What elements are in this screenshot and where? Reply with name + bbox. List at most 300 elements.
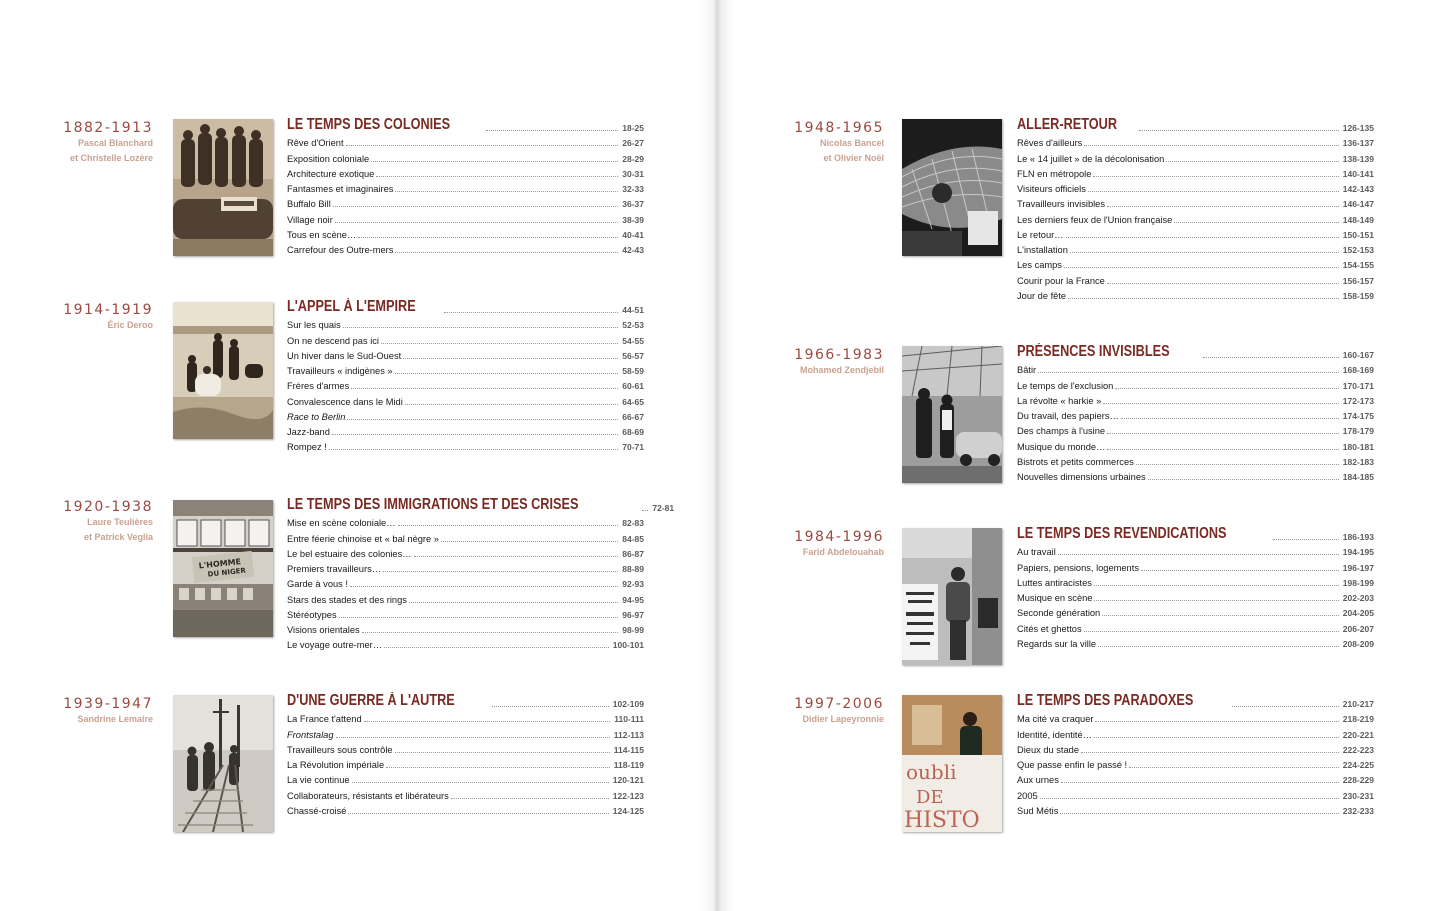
entry-pages: 224-225 — [1342, 760, 1374, 770]
oubli-de-l-histoire-photo — [902, 695, 1002, 832]
chapter-pages: 18-25 — [622, 123, 644, 133]
toc-entry[interactable] — [287, 514, 644, 529]
entry-label: Travailleurs sous contrôle — [287, 744, 393, 755]
toc-entry[interactable] — [1017, 407, 1374, 422]
entry-pages: 112-113 — [613, 729, 644, 740]
entry-pages: 68-69 — [622, 427, 644, 437]
leader-dots — [1095, 721, 1338, 722]
period-years: 1997-2006 — [794, 696, 884, 712]
toc-entry[interactable] — [287, 347, 644, 362]
toc-entry[interactable] — [1017, 710, 1374, 725]
leader-dots — [346, 145, 619, 146]
entry-pages: 40-41 — [622, 229, 644, 240]
entry-pages: 88-89 — [622, 564, 644, 574]
period-authors — [23, 136, 153, 166]
chapter-heading[interactable] — [1017, 525, 1374, 543]
leader-dots — [371, 161, 618, 162]
entry-label: Visions orientales — [287, 625, 360, 635]
leader-dots — [1273, 539, 1339, 540]
leader-dots — [333, 206, 618, 207]
toc-entry[interactable] — [287, 195, 644, 210]
entry-pages: 152-153 — [1342, 245, 1374, 255]
toc-entry[interactable] — [287, 316, 644, 331]
leader-dots — [1148, 479, 1339, 480]
entry-label: Travailleurs invisibles — [1017, 199, 1106, 210]
entry-label: Courir pour la France — [1017, 275, 1105, 286]
leader-dots — [395, 252, 618, 253]
entry-label: La révolte « harkie » — [1017, 395, 1102, 406]
chapter-toc — [287, 116, 644, 256]
entry-label: Le retour… — [1017, 229, 1064, 240]
toc-entry[interactable] — [287, 165, 644, 180]
chapter-heading[interactable] — [1017, 116, 1374, 134]
toc-entry[interactable] — [287, 771, 644, 786]
entry-label: Visiteurs officiels — [1017, 184, 1086, 194]
leader-dots — [1038, 372, 1339, 373]
entry-pages: 66-67 — [622, 411, 644, 422]
tram-photo — [173, 500, 273, 637]
leader-dots — [1141, 570, 1339, 571]
tram-sign-text: L'HOMME — [198, 557, 242, 571]
leader-dots — [1070, 252, 1339, 253]
entry-label: Le « 14 juillet » de la décolonisation — [1017, 153, 1165, 164]
toc-entry[interactable] — [1017, 468, 1374, 483]
toc-entry[interactable] — [287, 529, 644, 544]
toc-entry[interactable] — [287, 710, 644, 725]
entry-pages: 154-155 — [1342, 260, 1374, 271]
author-name: Nicolas Bancel — [819, 138, 884, 148]
riverbank-soldiers-photo — [173, 302, 273, 439]
entry-label: Regards sur la ville — [1017, 638, 1097, 649]
entry-pages: 94-95 — [622, 594, 644, 605]
toc-entry[interactable] — [287, 802, 644, 817]
toc-entry[interactable] — [1017, 422, 1374, 437]
leader-dots — [1121, 418, 1339, 419]
leader-dots — [409, 602, 618, 603]
entry-label: Sur les quais — [287, 320, 341, 331]
entry-pages: 232-233 — [1342, 805, 1374, 816]
period-authors — [23, 318, 153, 333]
toc-entry[interactable] — [1017, 165, 1374, 180]
leader-dots — [376, 176, 618, 177]
chapter-title: D'UNE GUERRE À L'AUTRE — [287, 692, 455, 709]
entry-pages: 86-87 — [622, 548, 644, 559]
toc-entry[interactable] — [1017, 134, 1374, 149]
entry-pages: 146-147 — [1342, 199, 1374, 210]
toc-entry[interactable] — [287, 438, 644, 453]
toc-entry[interactable] — [1017, 271, 1374, 286]
leader-dots — [348, 813, 608, 814]
entry-label: Nouvelles dimensions urbaines — [1017, 472, 1146, 482]
leader-dots — [1203, 357, 1339, 358]
entry-pages: 122-123 — [612, 790, 644, 801]
chapter-pages: 126-135 — [1342, 123, 1374, 133]
book-gutter — [700, 0, 734, 911]
entry-pages: 220-221 — [1342, 729, 1374, 740]
entry-pages: 38-39 — [622, 214, 644, 225]
entry-label: Rêve d'Orient — [287, 138, 344, 149]
entry-label: Des champs à l'usine — [1017, 426, 1106, 437]
leader-dots — [398, 525, 619, 526]
leader-dots — [1081, 752, 1339, 753]
chapter-pages: 186-193 — [1342, 532, 1374, 542]
leader-dots — [381, 343, 618, 344]
period-years: 1882-1913 — [63, 120, 153, 136]
men-by-car-photo — [902, 346, 1002, 483]
toc-entry[interactable] — [1017, 558, 1374, 573]
toc-entry[interactable] — [287, 331, 644, 346]
leader-dots — [486, 130, 618, 131]
chapter-heading[interactable] — [287, 692, 644, 710]
entry-label: Stéréotypes — [287, 609, 337, 620]
leader-dots — [384, 647, 609, 648]
toc-entry[interactable] — [1017, 195, 1374, 210]
leader-dots — [332, 434, 618, 435]
entry-pages: 56-57 — [622, 350, 644, 361]
entry-pages: 222-223 — [1342, 744, 1374, 755]
leader-dots — [1103, 403, 1339, 404]
leader-dots — [1058, 554, 1339, 555]
toc-entry[interactable] — [1017, 635, 1374, 650]
entry-pages: 36-37 — [622, 199, 644, 210]
toc-entry[interactable] — [287, 786, 644, 801]
toc-entry[interactable] — [287, 560, 644, 575]
chapter-toc — [1017, 116, 1374, 302]
entry-pages: 30-31 — [622, 168, 644, 179]
leader-dots — [1107, 206, 1339, 207]
entry-label: Buffalo Bill — [287, 199, 331, 210]
author-name: Éric Deroo — [107, 320, 153, 330]
leader-dots — [1088, 191, 1339, 192]
entry-pages: 168-169 — [1342, 365, 1374, 376]
leader-dots — [403, 358, 618, 359]
leader-dots — [336, 737, 610, 738]
chapter-heading[interactable] — [1017, 692, 1374, 710]
chapter-title: ALLER-RETOUR — [1017, 116, 1118, 133]
entry-pages: 42-43 — [622, 245, 644, 255]
entry-label: Frères d'armes — [287, 381, 350, 392]
entry-pages: 114-115 — [613, 744, 644, 755]
leader-dots — [1061, 782, 1339, 783]
entry-pages: 26-27 — [622, 138, 644, 149]
toc-entry[interactable] — [287, 423, 644, 438]
child-poster-photo — [902, 528, 1002, 665]
author-name: Didier Lapeyronnie — [802, 714, 884, 724]
toc-entry[interactable] — [1017, 543, 1374, 558]
chapter-heading[interactable] — [287, 116, 644, 134]
toc-entry[interactable] — [1017, 604, 1374, 619]
toc-entry[interactable] — [1017, 574, 1374, 589]
entry-label: Identité, identité… — [1017, 729, 1092, 740]
toc-entry[interactable] — [287, 545, 644, 560]
period-years: 1948-1965 — [794, 120, 884, 136]
toc-entry[interactable] — [1017, 210, 1374, 225]
chapter-toc — [1017, 525, 1374, 650]
chapter-title: LE TEMPS DES IMMIGRATIONS ET DES CRISES — [287, 496, 579, 513]
entry-pages: 60-61 — [622, 381, 644, 392]
entry-pages: 32-33 — [622, 184, 644, 194]
toc-entry[interactable] — [1017, 361, 1374, 376]
entry-label: L'installation — [1017, 245, 1068, 255]
entry-pages: 110-111 — [614, 714, 644, 725]
toc-entry[interactable] — [1017, 786, 1374, 801]
entry-label: Bâtir — [1017, 365, 1037, 376]
toc-entry[interactable] — [287, 210, 644, 225]
toc-entry[interactable] — [1017, 376, 1374, 391]
entry-pages: 70-71 — [622, 442, 644, 453]
entry-pages: 158-159 — [1342, 290, 1374, 301]
toc-entry[interactable] — [287, 621, 644, 636]
author-name: et Christelle Lozère — [69, 153, 153, 163]
chapter-title: PRÉSENCES INVISIBLES — [1017, 343, 1170, 360]
entry-pages: 184-185 — [1342, 472, 1374, 482]
toc-entry[interactable] — [287, 725, 644, 740]
entry-pages: 96-97 — [622, 609, 644, 620]
entry-label: Aux urnes — [1017, 775, 1059, 786]
toc-entry[interactable] — [1017, 226, 1374, 241]
toc-entry[interactable] — [287, 575, 644, 590]
chapter-title: LE TEMPS DES COLONIES — [287, 116, 451, 133]
toc-entry[interactable] — [1017, 241, 1374, 256]
leader-dots — [395, 752, 610, 753]
entry-label: Convalescence dans le Midi — [287, 396, 403, 407]
toc-entry[interactable] — [287, 241, 644, 256]
entry-label: Bistrots et petits commerces — [1017, 456, 1134, 467]
entry-pages: 172-173 — [1342, 395, 1374, 406]
entry-label: Frontstalag — [287, 729, 334, 740]
leader-dots — [1068, 298, 1339, 299]
leader-dots — [395, 373, 619, 374]
entry-label: Carrefour des Outre-mers — [287, 245, 394, 255]
entry-label: La France t'attend — [287, 714, 362, 725]
tram-sign-text: DU NIGER — [207, 566, 247, 579]
period-years: 1939-1947 — [63, 696, 153, 712]
leader-dots — [395, 191, 618, 192]
railway-workers-photo — [173, 695, 273, 832]
entry-label: Le bel estuaire des colonies… — [287, 548, 412, 559]
chapter-pages: 72-81 — [652, 503, 675, 513]
toc-entry[interactable] — [287, 362, 644, 377]
leader-dots — [350, 586, 618, 587]
photo-graffiti: DE — [916, 787, 944, 808]
chapter-heading[interactable] — [1017, 343, 1374, 361]
leader-dots — [1064, 267, 1339, 268]
leader-dots — [351, 388, 618, 389]
leader-dots — [405, 404, 618, 405]
toc-entry[interactable] — [287, 180, 644, 195]
hammock-photo — [902, 119, 1002, 256]
period-authors — [23, 515, 153, 545]
leader-dots — [347, 419, 618, 420]
leader-dots — [451, 798, 609, 799]
author-name: Sandrine Lemaire — [77, 714, 153, 724]
toc-entry[interactable] — [287, 636, 644, 651]
toc-entry[interactable] — [287, 377, 644, 392]
period-authors — [754, 363, 884, 378]
entry-pages: 208-209 — [1342, 638, 1374, 649]
entry-label: Papiers, pensions, logements — [1017, 562, 1139, 573]
entry-label: Cités et ghettos — [1017, 623, 1082, 634]
entry-label: Architecture exotique — [287, 168, 375, 179]
entry-label: Stars des stades et des rings — [287, 594, 407, 605]
toc-entry[interactable] — [1017, 741, 1374, 756]
entry-label: Les derniers feux de l'Union française — [1017, 214, 1173, 225]
toc-entry[interactable] — [287, 590, 644, 605]
leader-dots — [444, 312, 618, 313]
period-authors — [23, 712, 153, 727]
author-name: Pascal Blanchard — [77, 138, 153, 148]
toc-entry[interactable] — [1017, 756, 1374, 771]
entry-label: Race to Berlin — [287, 411, 346, 422]
entry-label: Jour de fête — [1017, 290, 1067, 301]
leader-dots — [492, 706, 609, 707]
chapter-pages: 160-167 — [1342, 350, 1374, 360]
toc-entry[interactable] — [1017, 149, 1374, 164]
leader-dots — [1098, 646, 1339, 647]
toc-entry[interactable] — [287, 392, 644, 407]
entry-label: La Révolution impériale — [287, 760, 385, 770]
entry-label: Le voyage outre-mer… — [287, 640, 383, 651]
entry-pages: 98-99 — [622, 625, 644, 635]
leader-dots — [441, 541, 618, 542]
leader-dots — [1139, 130, 1339, 131]
entry-pages: 218-219 — [1342, 714, 1374, 725]
entry-label: Au travail — [1017, 547, 1056, 558]
author-name: et Patrick Veglia — [83, 532, 153, 542]
entry-pages: 178-179 — [1342, 426, 1374, 437]
entry-pages: 204-205 — [1342, 608, 1374, 619]
author-name: Mohamed Zendjebil — [799, 365, 884, 375]
leader-dots — [1129, 767, 1339, 768]
entry-pages: 180-181 — [1342, 441, 1374, 452]
entry-pages: 228-229 — [1342, 775, 1374, 786]
chapter-toc — [287, 298, 644, 453]
entry-label: Musique du monde… — [1017, 441, 1106, 452]
entry-pages: 138-139 — [1342, 153, 1374, 164]
entry-label: 2005 — [1017, 790, 1038, 801]
toc-entry[interactable] — [1017, 287, 1374, 302]
leader-dots — [1107, 433, 1339, 434]
toc-entry[interactable] — [1017, 453, 1374, 468]
leader-dots — [414, 556, 619, 557]
entry-label: Dieux du stade — [1017, 744, 1080, 755]
leader-dots — [343, 327, 619, 328]
entry-label: FLN en métropole — [1017, 168, 1092, 179]
leader-dots — [1060, 813, 1338, 814]
entry-label: Seconde génération — [1017, 608, 1101, 619]
leader-dots — [339, 617, 619, 618]
entry-label: On ne descend pas ici — [287, 335, 379, 346]
toc-entry[interactable] — [287, 756, 644, 771]
toc-entry[interactable] — [1017, 802, 1374, 817]
toc-entry[interactable] — [287, 226, 644, 241]
toc-entry[interactable] — [287, 408, 644, 423]
leader-dots — [1107, 283, 1339, 284]
leader-dots — [362, 632, 619, 633]
entry-label: Un hiver dans le Sud-Ouest — [287, 350, 402, 361]
entry-label: Tous en scène… — [287, 229, 357, 240]
leader-dots — [642, 510, 648, 511]
entry-pages: 150-151 — [1342, 229, 1374, 240]
leader-dots — [1166, 161, 1338, 162]
author-name: et Olivier Noël — [823, 153, 884, 163]
entry-label: Le temps de l'exclusion — [1017, 380, 1114, 391]
toc-entry[interactable] — [1017, 437, 1374, 452]
chapter-pages: 210-217 — [1342, 699, 1374, 709]
entry-pages: 202-203 — [1342, 593, 1374, 603]
toc-entry[interactable] — [1017, 771, 1374, 786]
period-authors — [754, 712, 884, 727]
entry-pages: 64-65 — [622, 396, 644, 407]
entry-pages: 196-197 — [1342, 562, 1374, 573]
entry-label: Sud Métis — [1017, 805, 1059, 816]
chapter-heading[interactable] — [287, 298, 644, 316]
toc-entry[interactable] — [287, 606, 644, 621]
author-name: Laure Teulières — [87, 517, 153, 527]
period-years: 1920-1938 — [63, 499, 153, 515]
leader-dots — [1136, 464, 1339, 465]
entry-pages: 28-29 — [622, 153, 644, 164]
period-years: 1914-1919 — [63, 302, 153, 318]
entry-pages: 54-55 — [622, 335, 644, 346]
entry-pages: 170-171 — [1342, 380, 1374, 391]
entry-label: Garde à vous ! — [287, 579, 348, 590]
toc-entry[interactable] — [287, 149, 644, 164]
leader-dots — [1084, 145, 1338, 146]
photo-graffiti: HISTO — [904, 808, 980, 832]
leader-dots — [1232, 706, 1339, 707]
entry-pages: 84-85 — [622, 533, 644, 544]
entry-pages: 82-83 — [622, 518, 644, 529]
entry-label: Rêves d'ailleurs — [1017, 138, 1083, 149]
entry-label: Chassé-croisé — [287, 805, 347, 816]
chapter-pages: 102-109 — [612, 699, 644, 709]
entry-pages: 156-157 — [1342, 275, 1374, 286]
entry-pages: 124-125 — [612, 805, 644, 816]
toc-entry[interactable] — [287, 741, 644, 756]
leader-dots — [1066, 237, 1339, 238]
leader-dots — [352, 782, 609, 783]
entry-pages: 120-121 — [612, 775, 644, 786]
toc-entry[interactable] — [1017, 725, 1374, 740]
entry-label: Rompez ! — [287, 442, 327, 453]
entry-pages: 182-183 — [1342, 456, 1374, 467]
leader-dots — [1084, 631, 1339, 632]
toc-entry[interactable] — [1017, 180, 1374, 195]
leader-dots — [1040, 798, 1339, 799]
toc-entry[interactable] — [1017, 256, 1374, 271]
chapter-heading[interactable] — [287, 496, 675, 514]
leader-dots — [1174, 222, 1339, 223]
toc-entry[interactable] — [1017, 392, 1374, 407]
entry-pages: 92-93 — [622, 579, 644, 590]
colonial-group-photo — [173, 119, 273, 256]
entry-label: Du travail, des papiers… — [1017, 411, 1119, 421]
entry-label: Premiers travailleurs… — [287, 564, 382, 574]
entry-pages: 148-149 — [1342, 214, 1374, 225]
toc-entry[interactable] — [1017, 619, 1374, 634]
entry-label: Que passe enfin le passé ! — [1017, 760, 1128, 770]
leader-dots — [386, 767, 610, 768]
chapter-title: LE TEMPS DES PARADOXES — [1017, 692, 1194, 709]
leader-dots — [1115, 388, 1338, 389]
photo-graffiti: oubli — [906, 760, 957, 784]
toc-entry[interactable] — [287, 134, 644, 149]
period-years: 1966-1983 — [794, 347, 884, 363]
toc-entry[interactable] — [1017, 589, 1374, 604]
leader-dots — [1107, 449, 1338, 450]
entry-label: Ma cité va craquer — [1017, 714, 1094, 725]
